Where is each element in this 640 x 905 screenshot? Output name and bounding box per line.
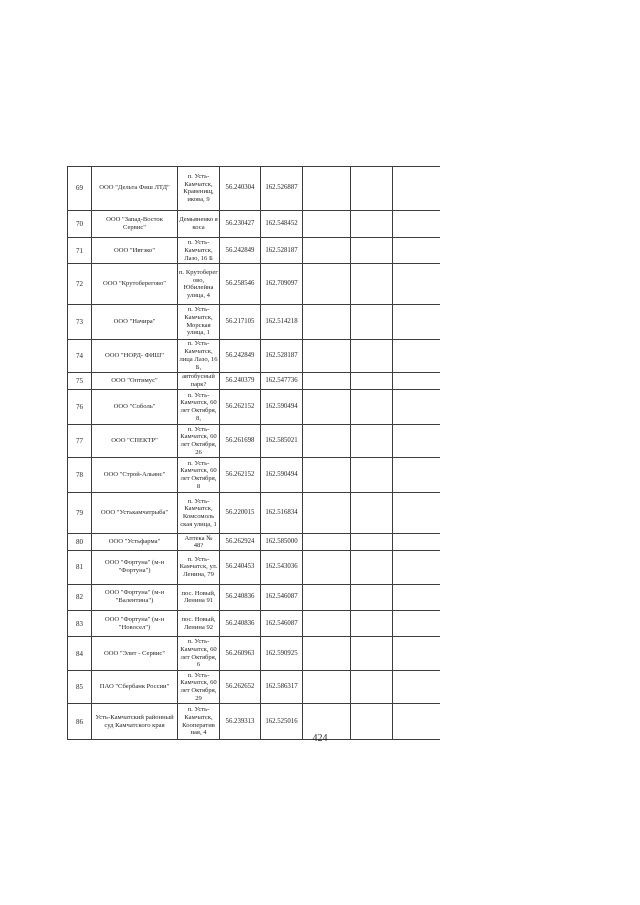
table-row	[68, 458, 441, 493]
table-row	[68, 238, 441, 264]
empty-cell	[393, 534, 441, 551]
organization-name: ООО "Оптимус"	[92, 373, 178, 390]
row-number: 81	[68, 551, 92, 585]
empty-cell	[351, 373, 393, 390]
longitude: 162.585000	[261, 534, 303, 551]
latitude: 56.217105	[220, 305, 261, 340]
empty-cell	[351, 305, 393, 340]
latitude: 56.230427	[220, 210, 261, 237]
empty-cell	[303, 373, 351, 390]
row-number: 82	[68, 584, 92, 610]
table-row	[68, 305, 441, 340]
empty-cell	[303, 424, 351, 458]
empty-cell	[393, 637, 441, 671]
organization-name: ООО "Ивтэко"	[92, 238, 178, 264]
table-row	[68, 637, 441, 671]
row-number: 72	[68, 264, 92, 305]
table-row	[68, 424, 441, 458]
latitude: 56.261698	[220, 424, 261, 458]
organization-name: ООО "Строй-Альянс"	[92, 458, 178, 493]
longitude: 162.709097	[261, 264, 303, 305]
latitude: 56.242849	[220, 238, 261, 264]
table-row	[68, 534, 441, 551]
row-number: 69	[68, 167, 92, 211]
longitude: 162.547736	[261, 373, 303, 390]
empty-cell	[303, 610, 351, 636]
latitude: 56.262652	[220, 670, 261, 704]
organization-name: ООО "Дельта Фиш ЛТД"	[92, 167, 178, 211]
empty-cell	[303, 492, 351, 534]
table-row	[68, 339, 441, 373]
organization-name: ООО "Начира"	[92, 305, 178, 340]
table-container	[67, 166, 440, 740]
organization-name: ПАО "Сбербанк России"	[92, 670, 178, 704]
row-number: 79	[68, 492, 92, 534]
row-number: 86	[68, 704, 92, 740]
organization-name: ООО "Запад-Восток Сервис"	[92, 210, 178, 237]
latitude: 56.240379	[220, 373, 261, 390]
table-row	[68, 167, 441, 211]
address: п. Усть-Камчатск, 60 лет Октября, 29	[178, 670, 220, 704]
longitude: 162.590494	[261, 390, 303, 425]
table-row	[68, 610, 441, 636]
address: п. Усть-Камчатск, 60 лет Октября, 6	[178, 637, 220, 671]
longitude: 162.590494	[261, 458, 303, 493]
latitude: 56.240836	[220, 584, 261, 610]
empty-cell	[351, 551, 393, 585]
longitude: 162.528187	[261, 238, 303, 264]
empty-cell	[351, 534, 393, 551]
organization-name: ООО "Элит - Сервис"	[92, 637, 178, 671]
empty-cell	[351, 637, 393, 671]
row-number: 73	[68, 305, 92, 340]
empty-cell	[303, 167, 351, 211]
empty-cell	[351, 339, 393, 373]
row-number: 84	[68, 637, 92, 671]
empty-cell	[303, 390, 351, 425]
organization-name: Усть-Камчатский районный суд Камчатского края	[92, 704, 178, 740]
latitude: 56.258546	[220, 264, 261, 305]
row-number: 75	[68, 373, 92, 390]
organization-name: ООО "НОРД- ФИШ"	[92, 339, 178, 373]
empty-cell	[393, 264, 441, 305]
page-number: 424	[312, 733, 328, 744]
longitude: 162.548452	[261, 210, 303, 237]
latitude: 56.239313	[220, 704, 261, 740]
address: Демьяненко я коса	[178, 210, 220, 237]
empty-cell	[351, 264, 393, 305]
organization-name: ООО "Устькамчатрыба"	[92, 492, 178, 534]
empty-cell	[393, 390, 441, 425]
table-row	[68, 210, 441, 237]
row-number: 70	[68, 210, 92, 237]
table-row	[68, 390, 441, 425]
empty-cell	[351, 492, 393, 534]
empty-cell	[393, 167, 441, 211]
row-number: 80	[68, 534, 92, 551]
empty-cell	[303, 305, 351, 340]
longitude: 162.546087	[261, 610, 303, 636]
row-number: 76	[68, 390, 92, 425]
empty-cell	[393, 458, 441, 493]
organization-name: ООО "Устьфарма"	[92, 534, 178, 551]
table-row	[68, 373, 441, 390]
table-body	[68, 167, 441, 740]
empty-cell	[351, 670, 393, 704]
address: пос. Новый, Ленина 92	[178, 610, 220, 636]
empty-cell	[393, 551, 441, 585]
address: п. Усть-Камчатск, Лазо, 16 Б	[178, 238, 220, 264]
table-row	[68, 551, 441, 585]
latitude: 56.260963	[220, 637, 261, 671]
address: п. Усть-Камчатск, 60 лет Октября, 8	[178, 458, 220, 493]
empty-cell	[303, 584, 351, 610]
table-row	[68, 670, 441, 704]
table-row	[68, 264, 441, 305]
address: п. Усть-Камчатск, Кооператив ная, 4	[178, 704, 220, 740]
empty-cell	[303, 210, 351, 237]
empty-cell	[393, 492, 441, 534]
latitude: 56.220015	[220, 492, 261, 534]
longitude: 162.514218	[261, 305, 303, 340]
empty-cell	[351, 458, 393, 493]
row-number: 74	[68, 339, 92, 373]
empty-cell	[393, 670, 441, 704]
row-number: 78	[68, 458, 92, 493]
table-row	[68, 492, 441, 534]
empty-cell	[351, 210, 393, 237]
empty-cell	[351, 584, 393, 610]
address: Аптека № 48?	[178, 534, 220, 551]
empty-cell	[303, 551, 351, 585]
latitude: 56.262152	[220, 458, 261, 493]
organization-name: ООО "Фортуна" (м-н "Новосел")	[92, 610, 178, 636]
latitude: 56.242849	[220, 339, 261, 373]
empty-cell	[351, 610, 393, 636]
empty-cell	[393, 305, 441, 340]
empty-cell	[351, 390, 393, 425]
latitude: 56.262152	[220, 390, 261, 425]
organization-name: ООО "Соболь"	[92, 390, 178, 425]
organization-name: ООО "Крутоберегово"	[92, 264, 178, 305]
organization-name: ООО "Фортуна" (м-н "Фортуна")	[92, 551, 178, 585]
latitude: 56.262924	[220, 534, 261, 551]
row-number: 83	[68, 610, 92, 636]
empty-cell	[303, 339, 351, 373]
empty-cell	[351, 424, 393, 458]
longitude: 162.526887	[261, 167, 303, 211]
empty-cell	[393, 610, 441, 636]
longitude: 162.546087	[261, 584, 303, 610]
address: п. Усть-Камчатск, 60 лет Октября, 8,	[178, 390, 220, 425]
row-number: 85	[68, 670, 92, 704]
empty-cell	[393, 339, 441, 373]
empty-cell	[351, 238, 393, 264]
organization-name: ООО "СПЕКТР"	[92, 424, 178, 458]
empty-cell	[393, 238, 441, 264]
longitude: 162.590925	[261, 637, 303, 671]
longitude: 162.528187	[261, 339, 303, 373]
address: п. Крутоберег ово, Юбилейна улица, 4	[178, 264, 220, 305]
organization-name: ООО "Фортуна" (м-н "Валентина")	[92, 584, 178, 610]
empty-cell	[393, 210, 441, 237]
longitude: 162.525016	[261, 704, 303, 740]
longitude: 162.586317	[261, 670, 303, 704]
empty-cell	[303, 458, 351, 493]
empty-cell	[393, 584, 441, 610]
empty-cell	[303, 534, 351, 551]
latitude: 56.240836	[220, 610, 261, 636]
longitude: 162.543036	[261, 551, 303, 585]
address: п. Усть-Камчатск, 60 лет Октября, 26	[178, 424, 220, 458]
latitude: 56.240304	[220, 167, 261, 211]
address: пос. Новый, Ленина 91	[178, 584, 220, 610]
empty-cell	[393, 424, 441, 458]
empty-cell	[351, 167, 393, 211]
address: автобусный парк?	[178, 373, 220, 390]
latitude: 56.240453	[220, 551, 261, 585]
longitude: 162.585021	[261, 424, 303, 458]
address: п. Усть-Камчатск, лица Лазо, 16 Б,	[178, 339, 220, 373]
address: п. Усть-Камчатск, Комсомоль ская улица, 1	[178, 492, 220, 534]
table-row	[68, 584, 441, 610]
row-number: 77	[68, 424, 92, 458]
organizations-table	[67, 166, 440, 740]
empty-cell	[393, 373, 441, 390]
empty-cell	[303, 637, 351, 671]
empty-cell	[303, 264, 351, 305]
empty-cell	[303, 238, 351, 264]
empty-cell	[303, 670, 351, 704]
longitude: 162.516834	[261, 492, 303, 534]
row-number: 71	[68, 238, 92, 264]
address: п. Усть-Камчатск, ул. Ленина, 79	[178, 551, 220, 585]
address: п. Усть-Камчатск, Морская улица, 1	[178, 305, 220, 340]
address: п. Усть-Камчатск, Кравенищ, иковa, 9	[178, 167, 220, 211]
